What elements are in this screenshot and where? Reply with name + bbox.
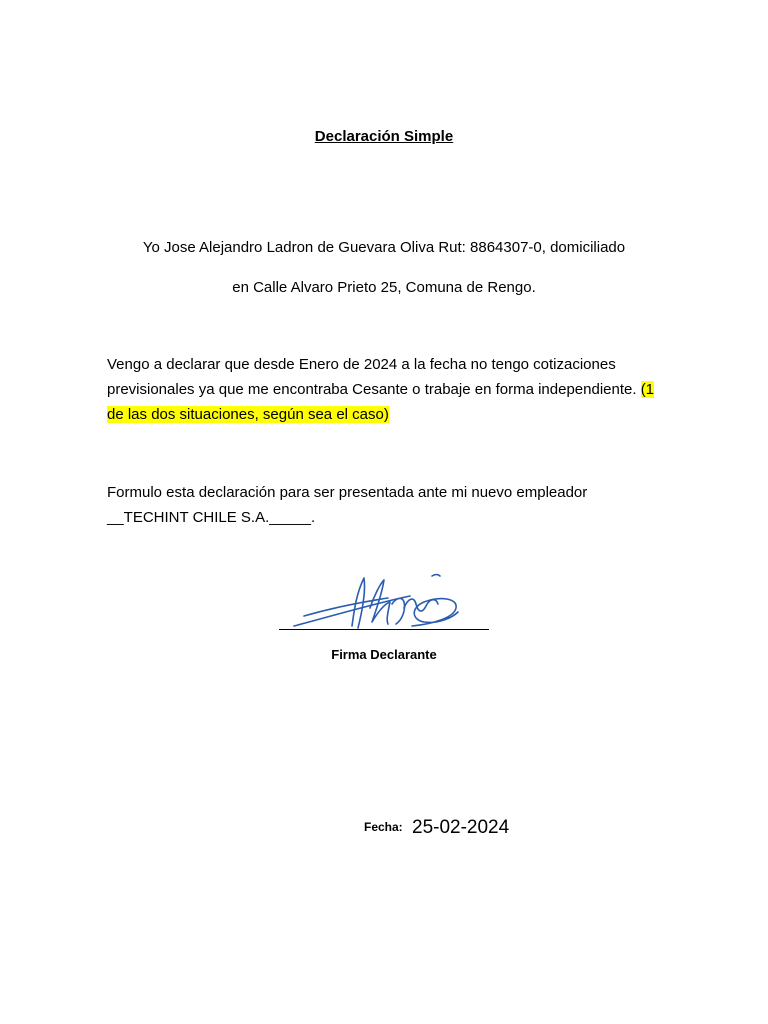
signature-line	[279, 629, 489, 630]
signature-label: Firma Declarante	[331, 647, 437, 662]
purpose-line-1: Formulo esta declaración para ser presentada ante mi nuevo empleador	[107, 484, 588, 501]
signature-stroke-8	[432, 575, 440, 577]
signature-stroke-6	[404, 599, 438, 611]
date-value: 25-02-2024	[412, 817, 510, 838]
signature-image	[292, 568, 462, 634]
purpose-line-2: __TECHINT CHILE S.A._____.	[107, 509, 316, 526]
purpose-paragraph	[107, 480, 667, 530]
intro-line-2: en Calle Alvaro Prieto 25, Comuna de Rengo.	[232, 279, 536, 296]
declaration-highlight: (1 de las dos situaciones, según sea el caso)	[107, 381, 655, 423]
intro-line-1: Yo Jose Alejandro Ladron de Guevara Oliva Rut: 8864307-0, domiciliado	[142, 239, 626, 256]
document-title: Declaración Simple	[314, 128, 454, 145]
date-label: Fecha:	[364, 820, 403, 834]
declaration-text: Vengo a declarar que desde Enero de 2024 a la fecha no tengo cotizaciones previsionales ya que me encontraba Cesante o trabaje en forma independiente.	[107, 356, 641, 398]
signature-stroke-5	[392, 598, 405, 624]
declaration-paragraph	[107, 352, 667, 427]
signature-stroke-7	[412, 599, 458, 626]
